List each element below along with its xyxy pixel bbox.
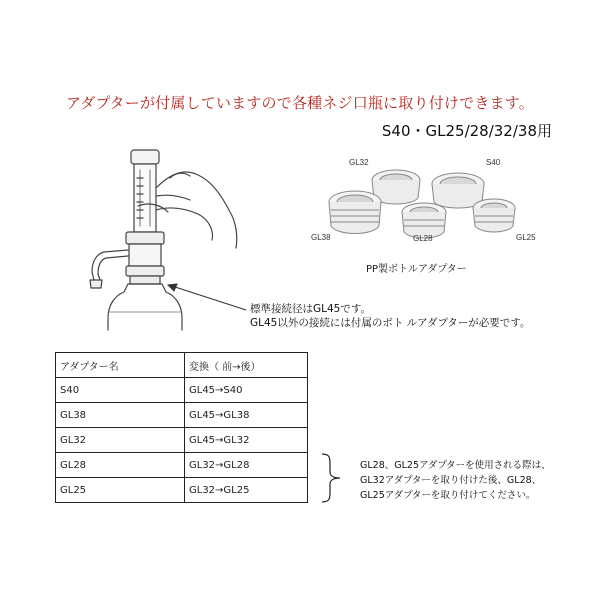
usage-note-line3: GL25アダプターを取り付けてください。 — [360, 490, 536, 501]
table-header-row — [56, 353, 308, 378]
cell-conversion: GL32→GL25 — [185, 478, 308, 503]
adapter-label-gl32: GL32 — [349, 158, 369, 167]
table-row — [56, 428, 308, 453]
curly-brace-icon — [318, 452, 348, 504]
table-row — [56, 478, 308, 503]
connection-note-line1: 標準接続径はGL45です。 — [250, 303, 372, 315]
headline: アダプターが付属していますので各種ネジ口瓶に取り付けできます。 — [66, 94, 534, 112]
table-row — [56, 378, 308, 403]
adapters-caption: PP製ボトルアダプター — [366, 264, 467, 275]
compatible-sizes: S40・GL25/28/32/38用 — [381, 122, 552, 140]
cell-conversion: GL45→GL38 — [185, 403, 308, 428]
cell-adapter-name: GL25 — [56, 478, 185, 503]
adapter-label-gl28: GL28 — [413, 234, 433, 243]
table-row — [56, 453, 308, 478]
adapter-label-gl25: GL25 — [516, 233, 536, 242]
cell-adapter-name: GL32 — [56, 428, 185, 453]
adapter-label-s40: S40 — [486, 158, 501, 167]
cell-adapter-name: GL28 — [56, 453, 185, 478]
cell-conversion: GL45→S40 — [185, 378, 308, 403]
table-row — [56, 403, 308, 428]
usage-note — [360, 458, 551, 503]
cell-conversion: GL32→GL28 — [185, 453, 308, 478]
header-adapter-name: アダプター名 — [56, 353, 185, 378]
usage-note-line1: GL28、GL25アダプターを使用される際は、 — [360, 460, 551, 471]
usage-note-line2: GL32アダプターを取り付けた後、GL28、 — [360, 475, 542, 486]
cell-conversion: GL45→GL32 — [185, 428, 308, 453]
connection-note-line2: GL45以外の接続には付属のボト ルアダプターが必要です。 — [250, 317, 531, 329]
cell-adapter-name: GL38 — [56, 403, 185, 428]
header-conversion: 変換（ 前→後） — [185, 353, 308, 378]
adapter-table — [55, 352, 308, 503]
cell-adapter-name: S40 — [56, 378, 185, 403]
adapter-label-gl38: GL38 — [311, 233, 331, 242]
connection-note — [250, 302, 530, 330]
